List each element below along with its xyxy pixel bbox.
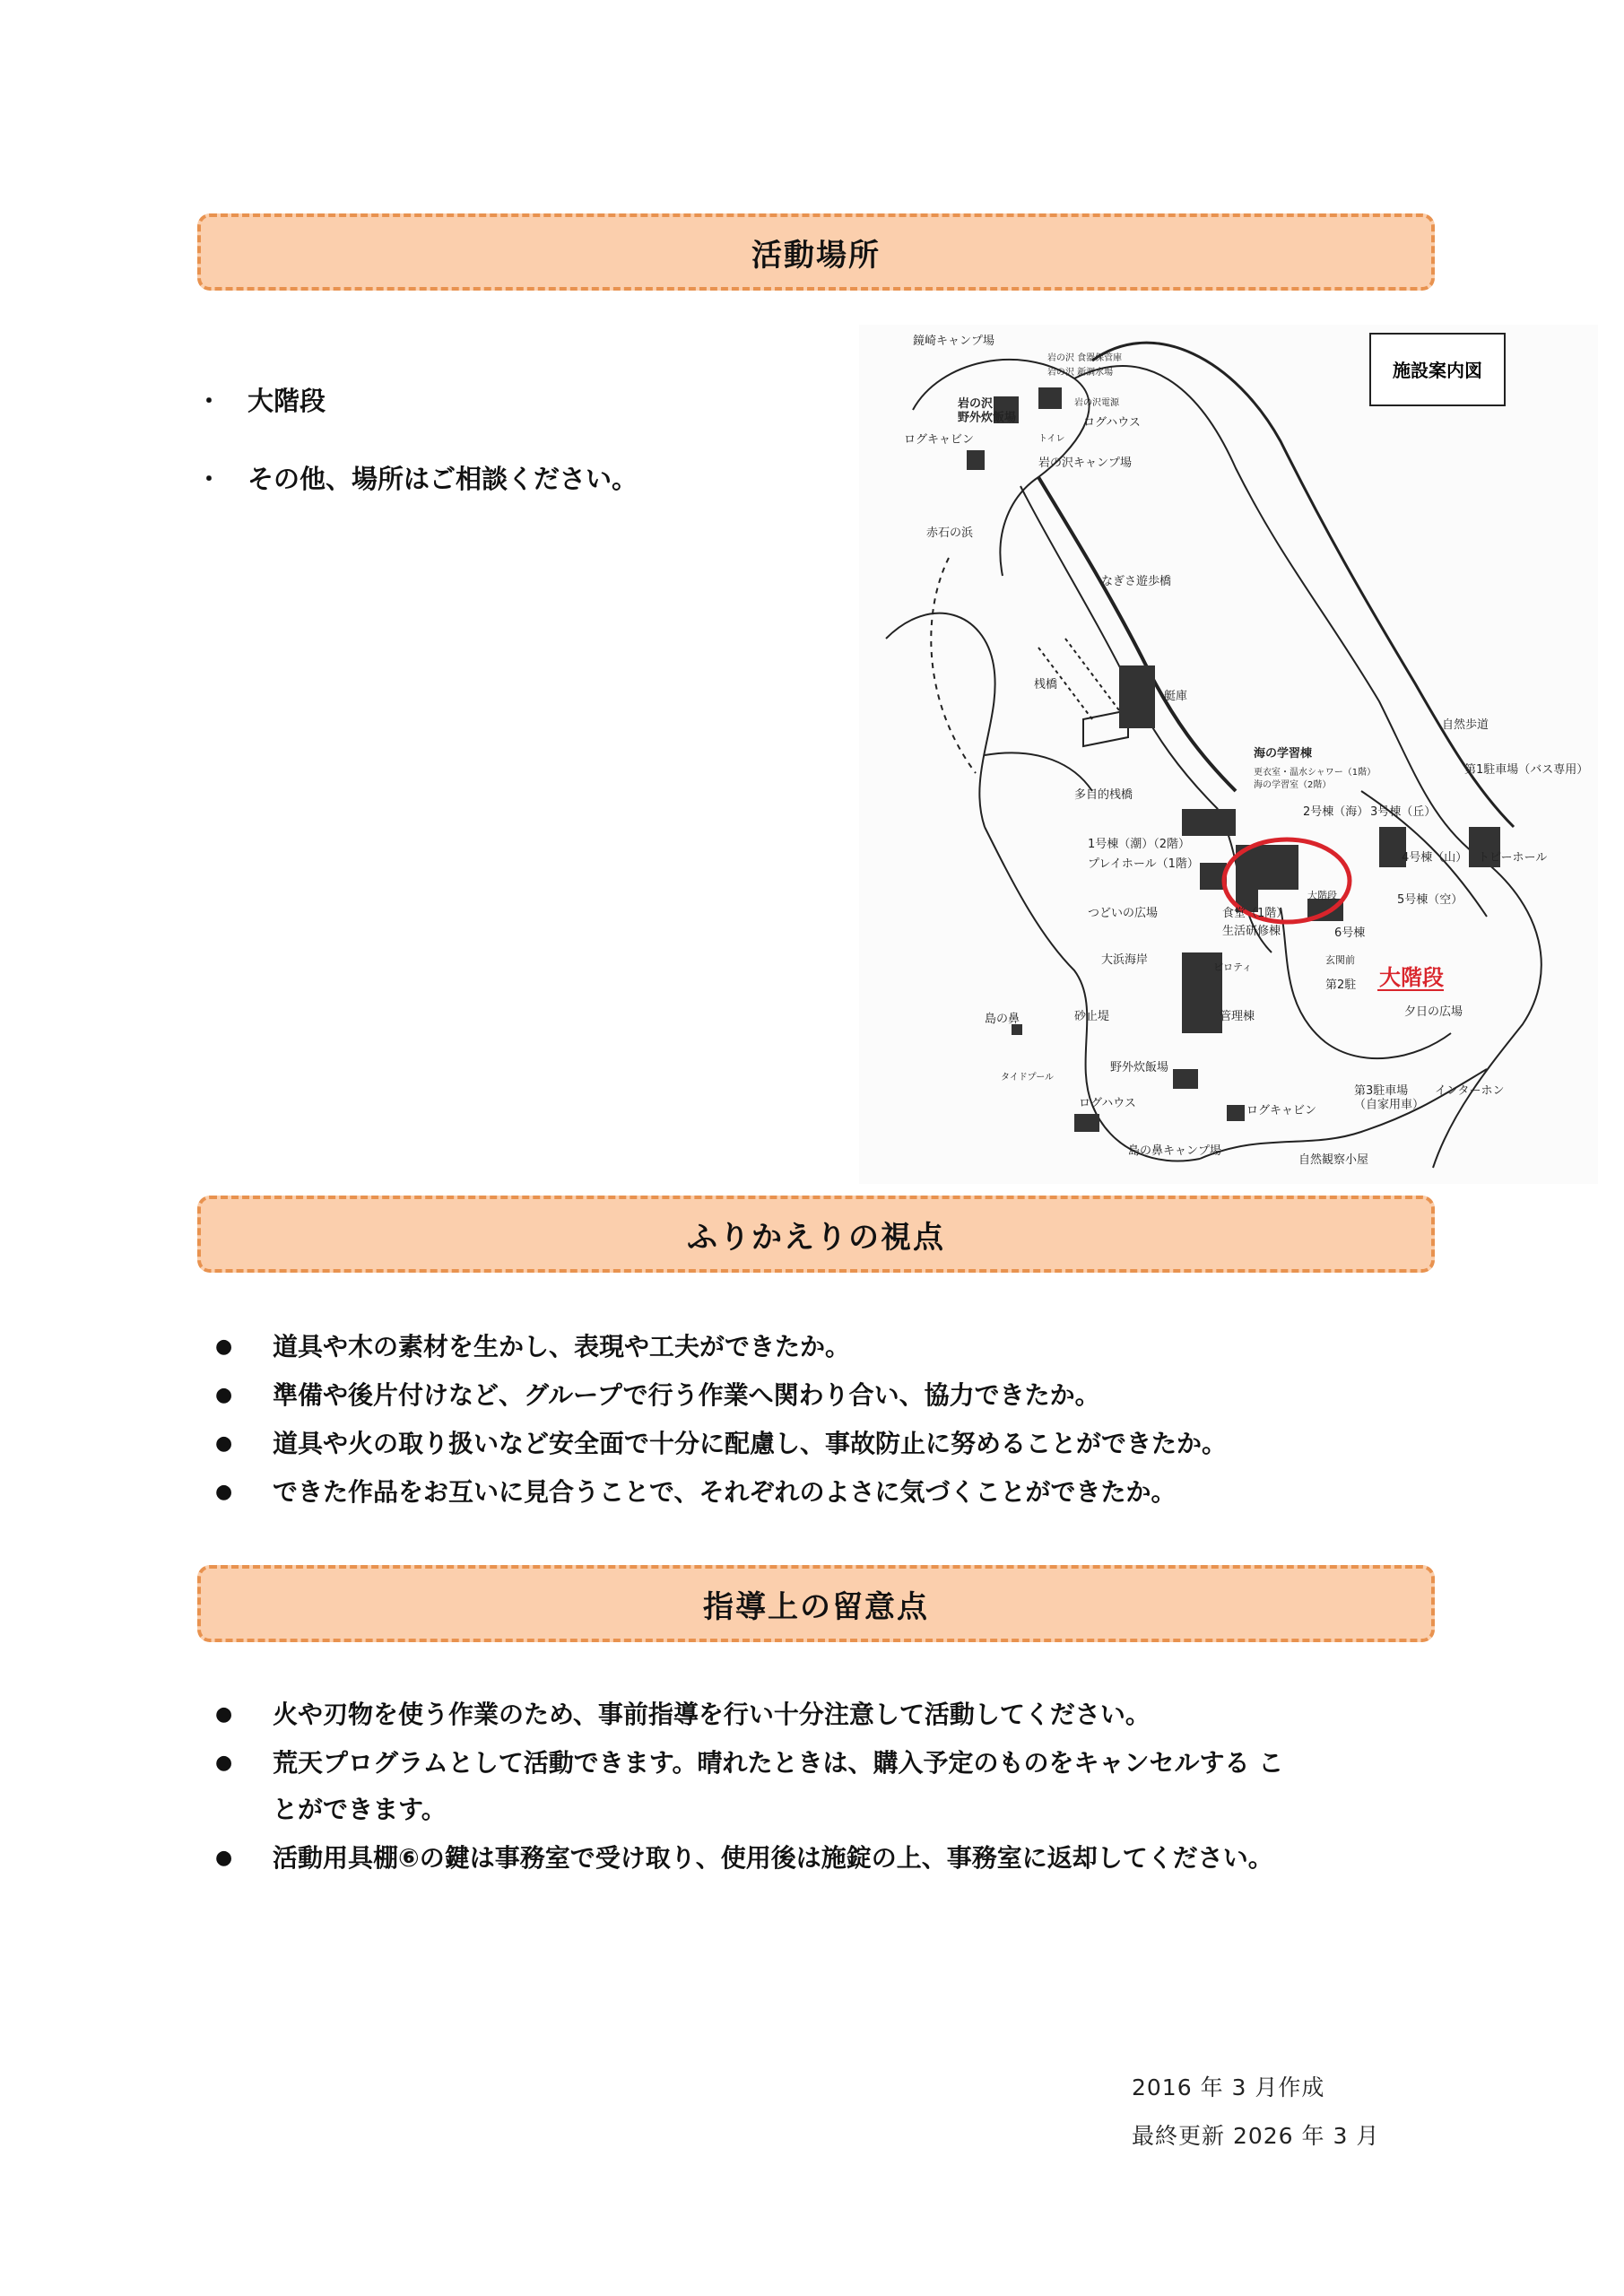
list-item <box>215 1421 1403 1467</box>
map-label: トピーホール <box>1478 851 1548 865</box>
map-label: 桟橋 <box>1034 678 1058 691</box>
bullet: ・ <box>197 466 221 493</box>
map-legend-title: 施設案内図 <box>1393 360 1482 381</box>
map-label: 第2駐 <box>1325 978 1357 992</box>
map-label: ログキャビン <box>1246 1104 1317 1118</box>
map-label: 岩の沢 新調水場 <box>1047 368 1114 378</box>
section-title: 活動場所 <box>751 237 881 274</box>
map-label: 砂止堤 <box>1074 1010 1110 1023</box>
list-item-text: できた作品をお互いに見合うことで、それぞれのよさに気づくことができたか。 <box>273 1477 1177 1507</box>
bullet: ● <box>215 1384 233 1406</box>
bullet: ● <box>215 1432 233 1455</box>
map-label: 夕日の広場 <box>1404 1005 1463 1019</box>
map-label: 大浜海岸 <box>1101 953 1149 967</box>
footer-created: 2016 年 3 月作成 <box>1132 2074 1325 2100</box>
map-label: 3号棟（丘） <box>1370 805 1437 819</box>
map-label: 島の鼻キャンプ場 <box>1128 1144 1222 1158</box>
list-item-text: 火や刃物を使う作業のため、事前指導を行い十分注意して活動してください。 <box>273 1700 1151 1729</box>
section-title: ふりかえりの視点 <box>687 1219 945 1256</box>
section-header-guidance-notes <box>197 1565 1435 1642</box>
map-label: ログハウス <box>1079 1097 1136 1110</box>
map-label: ログハウス <box>1083 416 1141 430</box>
map-label: 1号棟（潮）（2階） <box>1088 838 1191 851</box>
map-label: 多目的桟橋 <box>1074 788 1133 802</box>
map-label: 海の学習室（2階） <box>1254 780 1332 790</box>
list-item-text: 大階段 <box>248 386 326 416</box>
list-item <box>197 459 638 496</box>
map-label: 岩の沢電源 <box>1074 398 1119 408</box>
list-item <box>215 1740 1403 1833</box>
map-label: 岩の沢キャンプ場 <box>1038 457 1133 470</box>
bullet: ● <box>215 1847 233 1869</box>
list-item <box>215 1835 1403 1882</box>
map-label: 5号棟（空） <box>1397 893 1463 907</box>
map-label: タイドプール <box>1001 1073 1054 1083</box>
list-item-text: 荒天プログラムとして活動できます。晴れたときは、購入予定のものをキャンセルする ことができます。 <box>273 1748 1284 1824</box>
reflection-list <box>215 1324 1403 1518</box>
bullet: ・ <box>197 388 221 415</box>
map-label: 岩の沢野外炊飯場 <box>958 397 1017 425</box>
footer-updated: 最終更新 2026 年 3 月 <box>1132 2123 1380 2149</box>
map-label: 自然観察小屋 <box>1298 1153 1369 1167</box>
list-item-text: その他、場所はご相談ください。 <box>248 464 638 494</box>
map-label: 岩の沢 食器保管庫 <box>1047 353 1123 363</box>
facility-map <box>859 325 1598 1184</box>
bullet: ● <box>215 1335 233 1358</box>
section-header-reflection <box>197 1196 1435 1273</box>
list-item <box>197 381 638 418</box>
list-item <box>215 1469 1403 1516</box>
section-title: 指導上の留意点 <box>703 1588 929 1625</box>
list-item <box>215 1324 1403 1370</box>
guidance-list <box>215 1692 1403 1883</box>
facility-map-drawing <box>859 325 1598 1184</box>
map-label: 赤石の浜 <box>926 526 974 540</box>
map-label: ピロティ <box>1213 961 1253 973</box>
list-item-text: 道具や火の取り扱いなど安全面で十分に配慮し、事故防止に努めることができたか。 <box>273 1429 1228 1458</box>
map-label: プレイホール（1階） <box>1088 857 1199 871</box>
map-label: トイレ <box>1038 434 1065 444</box>
map-label: 第3駐車場（自家用車） <box>1354 1084 1425 1112</box>
map-label: 更衣室・温水シャワー（1階） <box>1254 768 1376 778</box>
map-label: 艇庫 <box>1164 690 1188 703</box>
map-label: ログキャビン <box>904 433 975 447</box>
list-item-text: 道具や木の素材を生かし、表現や工夫ができたか。 <box>273 1332 851 1361</box>
list-item-text: 準備や後片付けなど、グループで行う作業へ関わり合い、協力できたか。 <box>273 1380 1100 1410</box>
bullet: ● <box>215 1481 233 1503</box>
list-item <box>215 1372 1403 1419</box>
map-label: 食堂（1階） <box>1222 907 1289 920</box>
list-item <box>215 1692 1403 1738</box>
activity-place-list <box>197 381 638 496</box>
map-label: インターホン <box>1435 1084 1505 1098</box>
map-label: 玄関前 <box>1325 954 1355 966</box>
section-header-activity-place <box>197 213 1435 291</box>
map-label: 大階段 <box>1307 890 1337 901</box>
map-label: つどいの広場 <box>1088 907 1159 920</box>
map-label: 鏡崎キャンプ場 <box>913 335 995 348</box>
map-label: 6号棟 <box>1334 926 1366 940</box>
map-label: 第1駐車場（バス専用） <box>1464 763 1589 777</box>
bullet: ● <box>215 1752 233 1774</box>
map-label: 野外炊飯場 <box>1110 1061 1169 1074</box>
bullet: ● <box>215 1703 233 1726</box>
map-highlight-label: 大階段 <box>1379 965 1444 990</box>
map-label: なぎさ遊歩橋 <box>1101 575 1172 588</box>
map-label: 4号棟（山） <box>1402 851 1468 865</box>
map-label: 海の学習棟 <box>1254 747 1313 761</box>
map-label: 管理棟 <box>1220 1010 1255 1023</box>
map-label: 生活研修棟 <box>1222 925 1281 938</box>
map-label: 2号棟（海） <box>1303 805 1369 819</box>
map-label: 自然歩道 <box>1442 718 1489 732</box>
list-item-text: 活動用具棚⑥の鍵は事務室で受け取り、使用後は施錠の上、事務室に返却してください。 <box>273 1843 1273 1873</box>
map-label: 島の鼻 <box>985 1013 1020 1026</box>
